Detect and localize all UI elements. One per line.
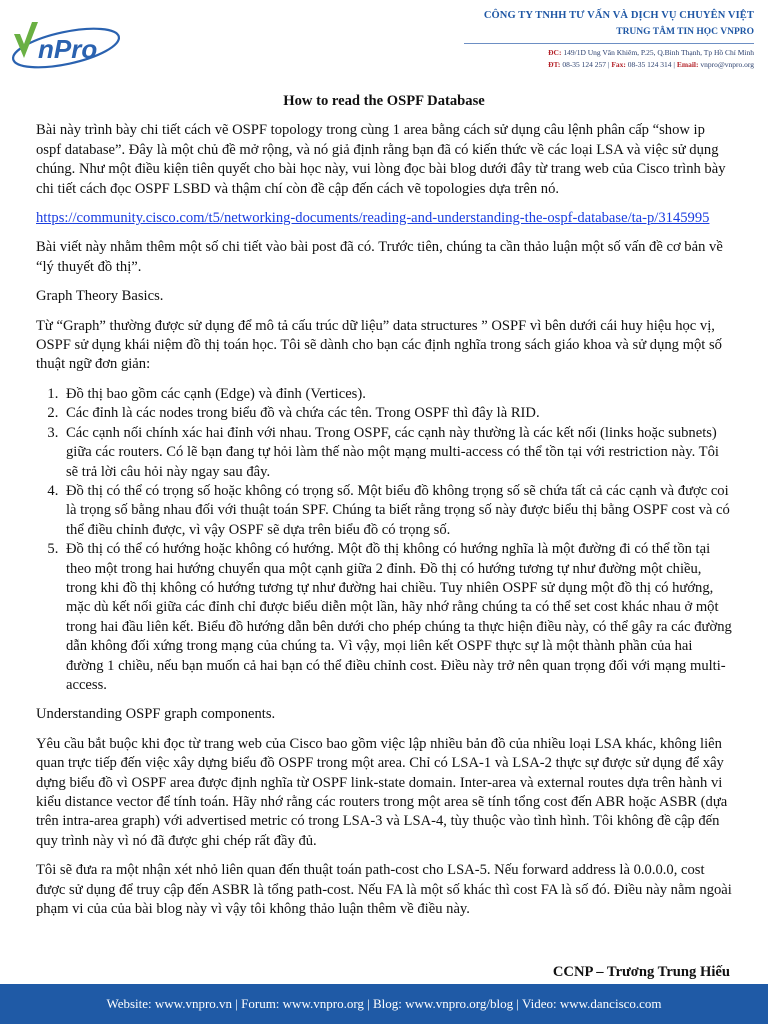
company-name: CÔNG TY TNHH TƯ VẤN VÀ DỊCH VỤ CHUYÊN VIỆT: [483, 10, 754, 21]
phone-label: ĐT:: [548, 60, 561, 69]
section-heading-components: Understanding OSPF graph components.: [36, 706, 276, 723]
graph-paragraph: Từ “Graph” thường được sử dụng để mô tả cấu trúc dữ liệu” data structures ” OSPF vì bên dưới cái huy hiệu học vị, OSPF sử dụng khái niệm đồ thị toán học. Tôi sẽ dành cho bạn các định nghĩa trong sách giáo khoa và sử dụng một số thuật ngữ đơn giản:: [36, 317, 722, 373]
cisco-community-link[interactable]: https://community.cisco.com/t5/networking-documents/reading-and-understanding-the-ospf-database/ta-p/3145995: [36, 210, 710, 227]
list-item: 3. Các cạnh nối chính xác hai đỉnh với nhau. Trong OSPF, các cạnh này thường là các kết nối (links hoặc subnets) giữa các routers. Có lẽ bạn đang tự hỏi làm thế nào một mạng multi-access có thể tồn tại với restriction này. Tôi sẽ trả lời câu hỏi này ngay sau đây.: [62, 424, 732, 482]
list-item: 5. Đồ thị có thể có hướng hoặc không có hướng. Một đồ thị không có hướng nghĩa là một đường đi có thể tồn tại theo một trong hai hướng chuyển qua một cạnh giữa 2 đỉnh. Đồ thị có hướng tương tự như đường một chiều, trong khi đồ thị không có hướng tương tự như đường hai chiều. Tuy nhiên OSPF sử dụng một đồ thị có hướng, mặc dù kết nối giữa các đỉnh chỉ được biểu diễn một lần, hãy nhớ rằng chúng ta có thể set cost khác nhau ở một trong hai đầu liên kết. Biểu đồ hướng dẫn bên dưới cho phép chúng ta thực hiện điều này, có thể gây ra các đường dẫn không đối xứng trong mạng của chúng ta. Vì vậy, mọi liên kết OSPF thực sự là một thành phần của hai đường 1 chiều, nếu bạn muốn cả hai bạn có thể điều chỉnh cost. Điều này trở nên quan trọng đối với mạng multi-access.: [62, 540, 732, 695]
purpose-paragraph: Bài viết này nhằm thêm một số chi tiết vào bài post đã có. Trước tiên, chúng ta cần thảo luận một số vấn đề cơ bản về “lý thuyết đồ thị”.: [36, 239, 723, 275]
list-item: 2. Các đỉnh là các nodes trong biểu đồ và chứa các tên. Trong OSPF thì đây là RID.: [62, 404, 732, 423]
email-text: vnpro@vnpro.org: [700, 60, 754, 69]
address-text: 149/1D Ung Văn Khiêm, P.25, Q.Bình Thạnh, Tp Hồ Chí Minh: [563, 48, 754, 57]
email-label: Email:: [676, 60, 699, 69]
fax-label: Fax:: [611, 60, 626, 69]
address-label: ĐC:: [548, 48, 562, 57]
center-name: TRUNG TÂM TIN HỌC VNPRO: [616, 27, 754, 37]
document-body: [36, 92, 732, 929]
header-divider: [464, 43, 754, 44]
footer-links-text: Website: www.vnpro.vn | Forum: www.vnpro.org | Blog: www.vnpro.org/blog | Video: www.dancisco.com: [106, 996, 662, 1011]
company-info: [424, 10, 754, 69]
section-heading-graph-theory: Graph Theory Basics.: [36, 288, 164, 305]
fax-text: 08-35 124 314: [627, 60, 672, 69]
letterhead: [0, 0, 768, 82]
link-paragraph: [36, 209, 732, 228]
lsa5-paragraph: Tôi sẽ đưa ra một nhận xét nhỏ liên quan đến thuật toán path-cost cho LSA-5. Nếu forward address là 0.0.0.0, cost được sử dụng để truy cập đến ASBR là tổng path-cost. Nếu FA là một số khác thì cost FA là số đó. Điều này nằm ngoài phạm vi của của bài blog này vì vậy tôi không thảo luận thêm về điều này.: [36, 862, 732, 918]
footer-bar: [0, 984, 768, 1024]
list-item: 4. Đồ thị có thể có trọng số hoặc không có trọng số. Một biểu đồ không trọng số sẽ chứa tất cả các cạnh và được coi là trọng số bằng nhau đối với thuật toán SPF. Chúng ta biết rằng trọng số này được biểu thị bằng OSPF cost và có thể điều chỉnh được, vì vậy OSPF sẽ dựa trên biểu đồ có trọng số.: [62, 482, 732, 540]
intro-paragraph: Bài này trình bày chi tiết cách vẽ OSPF topology trong cùng 1 area bằng cách sử dụng câu lệnh phân cấp “show ip ospf database”. Đây là một chủ đề mở rộng, và nó giả định rằng bạn đã có kiến thức về các loại LSA và việc sử dụng chúng. Như một điều kiện tiên quyết cho bài học này, vui lòng đọc bài blog dưới đây từ trang web của Cisco trình bày chi tiết cách đọc OSPF LSBD và thậm chí còn đề cập đến cách vẽ topologies dựa trên nó.: [36, 122, 726, 197]
list-item: 1. Đồ thị bao gồm các cạnh (Edge) và đỉnh (Vertices).: [62, 385, 732, 404]
definitions-list: [36, 385, 732, 696]
phone-text: 08-35 124 257: [562, 60, 607, 69]
svg-text:nPro: nPro: [38, 34, 98, 64]
components-paragraph: Yêu cầu bắt buộc khi đọc từ trang web của Cisco bao gồm việc lập nhiều bản đồ của nhiều loại LSA khác, không liên quan trực tiếp đến việc xây dựng biểu đồ OSPF trong một area. Chỉ có LSA-1 và LSA-2 thực sự được sử dụng để xây dựng biểu đồ vì OSPF area được định nghĩa từ OSPF link-state domain. Inter-area và external routes dựa trên hành vi kiểu distance vector để tính toán. Hãy nhớ rằng các routers trong một area sẽ tính tổng cost đến ABR hoặc ASBR (dựa trên intra-area graph) với advertised metric có trong LSA-3 và LSA-4, tùy thuộc vào tình hình. Tôi không đề cập đến quy trình này vì nó đã được ghi chép rất đầy đủ.: [36, 735, 728, 849]
author-signature: CCNP – Trương Trung Hiếu: [552, 964, 730, 980]
contact-line: ĐT: 08-35 124 257 | Fax: 08-35 124 314 | Email: vnpro@vnpro.org: [548, 60, 754, 69]
address-line: [424, 48, 754, 57]
document-title: How to read the OSPF Database: [283, 93, 485, 109]
vnpro-logo: [8, 14, 128, 74]
